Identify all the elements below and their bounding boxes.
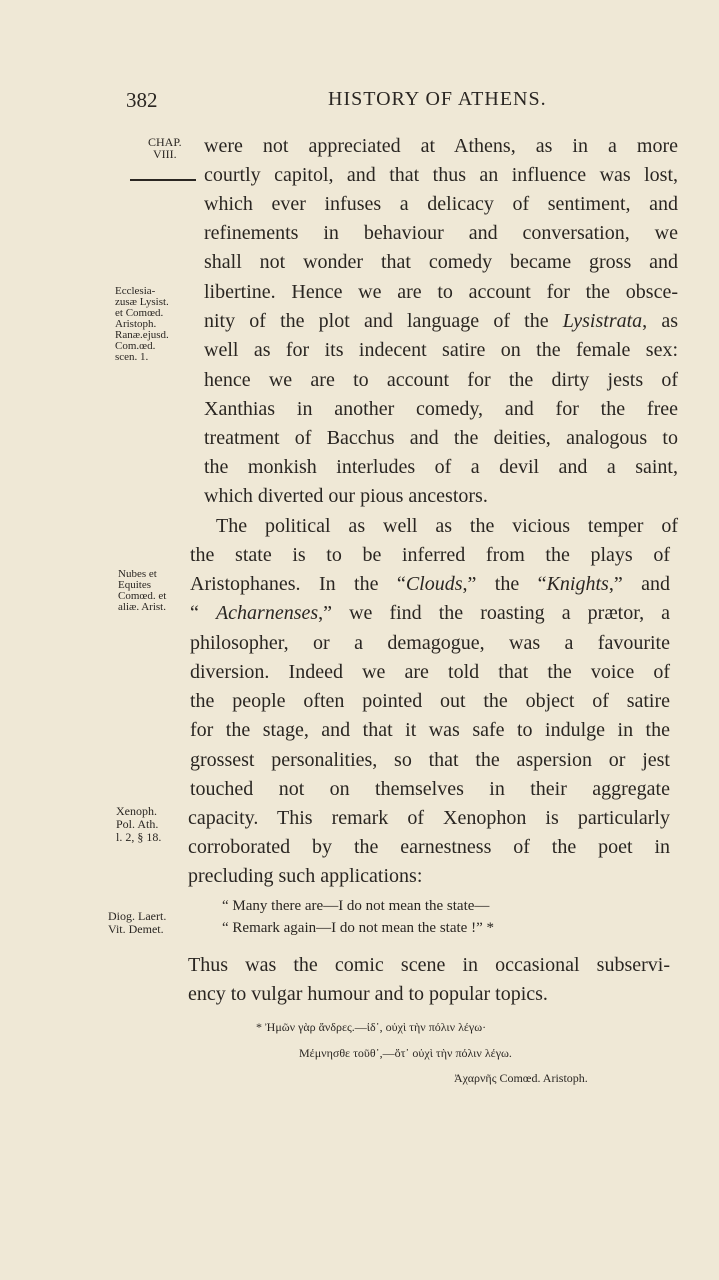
text-line: Thus was the comic scene in occasional subservi- bbox=[188, 954, 670, 976]
text-line bbox=[190, 601, 670, 625]
footnote-source-latin: Comœd. Aristoph. bbox=[499, 1071, 588, 1085]
text-run: ,” and bbox=[608, 573, 670, 595]
text-run: ,” the “ bbox=[462, 573, 547, 595]
text-line: treatment of Bacchus and the deities, analogous to bbox=[204, 427, 678, 449]
page-number: 382 bbox=[126, 88, 158, 112]
chapter-marker bbox=[148, 136, 182, 160]
text-line: refinements in behaviour and conversation, we bbox=[204, 222, 678, 244]
text-line: hence we are to account for the dirty jests of bbox=[204, 369, 678, 391]
text-line: the state is to be inferred from the plays of bbox=[190, 544, 670, 566]
text-line: grossest personalities, so that the aspersion or jest bbox=[190, 749, 670, 771]
chapter-number: VIII. bbox=[153, 147, 177, 161]
chapter-label: CHAP. bbox=[148, 135, 182, 149]
text-line: the monkish interludes of a devil and a saint, bbox=[204, 456, 678, 478]
footnote-line: Μέμνησθε τοῦθ᾽,—ὅτ᾽ οὐχὶ τὴν πόλιν λέγω. bbox=[299, 1046, 512, 1060]
text-line: ency to vulgar humour and to popular topics. bbox=[188, 983, 548, 1005]
text-line: capacity. This remark of Xenophon is particularly bbox=[188, 807, 670, 829]
text-line: which ever infuses a delicacy of sentiment, and bbox=[204, 193, 678, 215]
text-line bbox=[190, 572, 670, 596]
margin-note bbox=[118, 569, 166, 613]
text-line: touched not on themselves in their aggregate bbox=[190, 778, 670, 800]
margin-note-line: Xenoph. bbox=[116, 804, 157, 818]
margin-note-line: Comœd. et bbox=[118, 590, 167, 602]
footnote-source-greek: Ἀχαρνῆς bbox=[454, 1071, 497, 1085]
margin-note-line: Equites bbox=[118, 579, 151, 591]
quote-line: “ Remark again—I do not mean the state !” * bbox=[222, 920, 494, 936]
text-run: “ bbox=[190, 602, 199, 624]
italic-title: Clouds bbox=[405, 573, 463, 595]
quote-line: “ Many there are—I do not mean the state— bbox=[222, 898, 490, 914]
margin-note-line: scen. 1. bbox=[115, 351, 149, 363]
text-line: shall not wonder that comedy became gross and bbox=[204, 251, 678, 273]
margin-note-line: Pol. Ath. bbox=[116, 817, 159, 831]
text-line: well as for its indecent satire on the female sex: bbox=[204, 339, 678, 361]
margin-note bbox=[115, 286, 169, 363]
text-run: , as bbox=[642, 310, 678, 332]
margin-note-line: Ecclesia- bbox=[115, 285, 156, 297]
text-line bbox=[204, 309, 678, 333]
margin-note-line: Ranæ.ejusd. bbox=[115, 329, 169, 341]
margin-note-line: et Comœd. bbox=[115, 307, 164, 319]
running-head: HISTORY OF ATHENS. bbox=[328, 88, 547, 110]
text-run: Aristophanes. In the “ bbox=[190, 573, 406, 595]
text-line: precluding such applications: bbox=[188, 865, 423, 887]
text-line: the people often pointed out the object of satire bbox=[190, 690, 670, 712]
text-line: courtly capitol, and that thus an influence was lost, bbox=[204, 164, 678, 186]
italic-title: Acharnenses bbox=[215, 602, 319, 624]
text-line: libertine. Hence we are to account for the obsce- bbox=[204, 281, 678, 303]
margin-note-line: Diog. Laert. bbox=[108, 909, 167, 923]
text-line: were not appreciated at Athens, as in a more bbox=[204, 135, 678, 157]
text-line: corroborated by the earnestness of the poet in bbox=[188, 836, 670, 858]
chapter-rule bbox=[130, 179, 196, 181]
text-run: nity of the plot and language of the bbox=[204, 310, 549, 332]
margin-note-line: zusæ Lysist. bbox=[115, 296, 169, 308]
text-line: Xanthias in another comedy, and for the free bbox=[204, 398, 678, 420]
italic-title: Knights bbox=[546, 573, 609, 595]
margin-note-line: Vit. Demet. bbox=[108, 922, 164, 936]
margin-note-line: Nubes et bbox=[118, 568, 157, 580]
margin-note bbox=[108, 910, 166, 936]
margin-note-line: Com.œd. bbox=[115, 340, 156, 352]
margin-note-line: Aristoph. bbox=[115, 318, 157, 330]
text-run: ,” we find the roasting a prætor, a bbox=[318, 602, 671, 624]
footnote-source bbox=[454, 1071, 588, 1086]
text-line: philosopher, or a demagogue, was a favourite bbox=[190, 632, 670, 654]
text-line: diversion. Indeed we are told that the voice of bbox=[190, 661, 670, 683]
margin-note-line: l. 2, § 18. bbox=[116, 830, 162, 844]
italic-title: Lysistrata bbox=[562, 310, 643, 332]
margin-note bbox=[116, 805, 161, 844]
text-line: for the stage, and that it was safe to indulge in the bbox=[190, 719, 670, 741]
footnote-line: * Ἠμῶν γὰρ ἄνδρες.—ἰδ᾽, οὐχὶ τὴν πόλιν λέγω· bbox=[256, 1020, 487, 1034]
margin-note-line: aliæ. Arist. bbox=[118, 601, 166, 613]
text-line: which diverted our pious ancestors. bbox=[204, 485, 488, 507]
text-line: The political as well as the vicious temper of bbox=[216, 515, 678, 537]
